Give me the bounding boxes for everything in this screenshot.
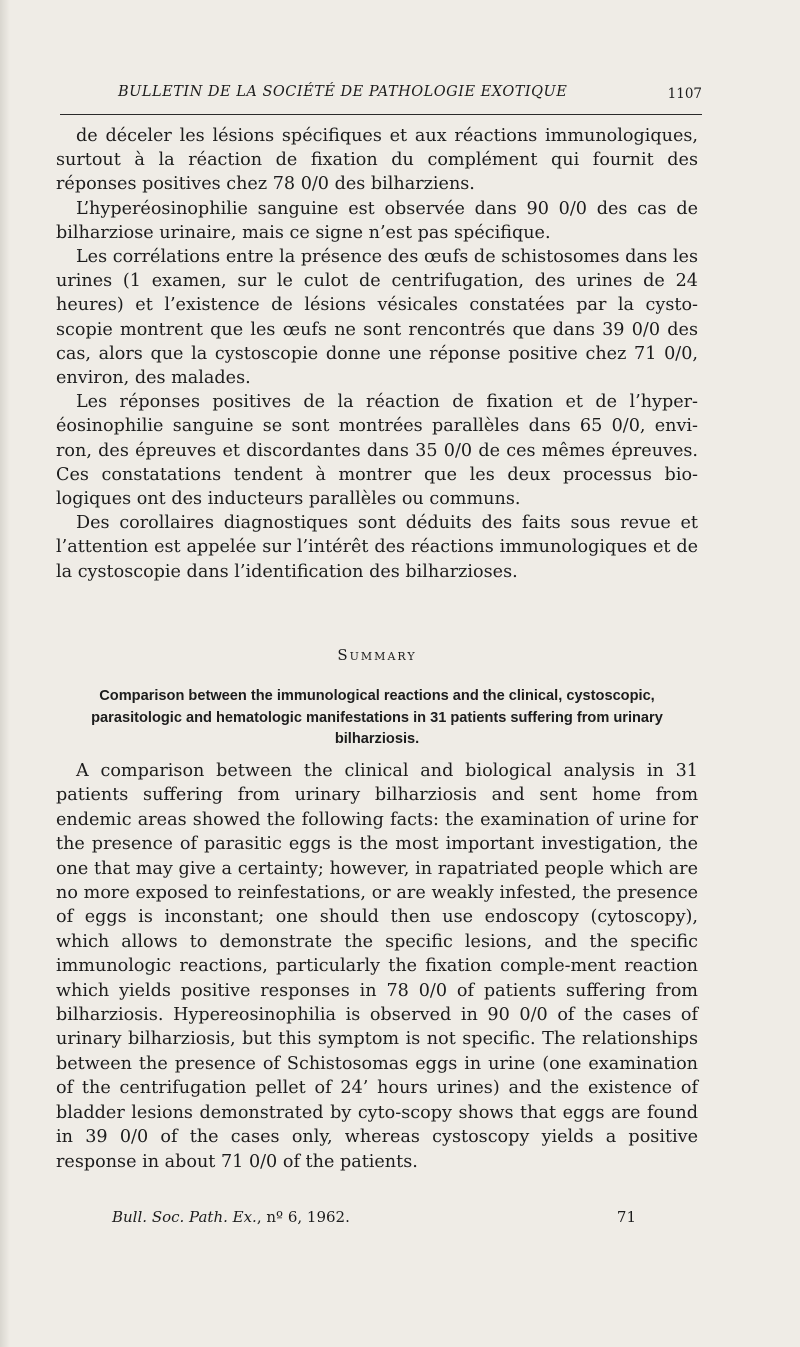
summary-paragraph: A comparison between the clinical and biological analysis in 31 patients suffering from urinary bilharziosis and sent home from endemic areas showed the following facts: the examination of urine for the presence of parasitic eggs is the most important investigation, the one that may give a certainty; however, in rapatriated people which are no more exposed to reinfestations, or are weakly infested, the presence of eggs is inconstant; one should then use endoscopy (cytoscopy), which allows to demonstrate the specific lesions, and the specific immunologic reactions, particularly the fixation comple-ment reaction which yields positive responses in 78 0/0 of patients suffering from bilharziosis. Hypereosinophilia is observed in 90 0/0 of the cases of urinary bilharziosis, but this symptom is not specific. The relationships between the presence of Schistosomas eggs in urine (one examination of the centrifugation pellet of 24’ hours urines) and the existence of bladder lesions demonstrated by cyto-scopy shows that eggs are found in 39 0/0 of the cases only, whereas cystoscopy yields a positive response in about 71 0/0 of the patients. [56, 761, 698, 1172]
header-rule [60, 114, 702, 115]
journal-issue: , nº 6, 1962. [256, 1208, 350, 1226]
summary-title: Comparison between the immunological reactions and the clinical, cystoscopic, parasitologic and hematologic manifestations in 31 patients suffering from urinary bilharziosis. [91, 688, 663, 747]
paragraph: de déceler les lésions spécifiques et aux réactions immunologiques, surtout à la réaction de fixation du complément qui fournit des réponses positives chez 78 0/0 des bilharziens. [56, 126, 698, 195]
summary-heading: Summary [337, 646, 417, 664]
paragraph: Des corollaires diagnostiques sont déduits des faits sous revue et l’attention est appelée sur l’intérêt des réactions immunologiques et de la cystoscopie dans l’identification des bilharzioses. [56, 513, 698, 582]
paragraph: Les corrélations entre la présence des œufs de schistosomes dans les urines (1 examen, sur le culot de centrifugation, des urines de 24 heures) et l’existence de lésions vésicales constatées par la cysto-scopie montrent que les œufs ne sont rencontrés que dans 39 0/0 des cas, alors que la cystoscopie donne une réponse positive chez 71 0/0, environ, des malades. [56, 247, 698, 389]
paragraph: L’hyperéosinophilie sanguine est observée dans 90 0/0 des cas de bilharziose urinaire, mais ce signe n’est pas spécifique. [56, 198, 698, 243]
summary-body [56, 759, 698, 1174]
paragraph: Les réponses positives de la réaction de fixation et de l’hyper-éosinophilie sanguine se sont montrées parallèles dans 65 0/0, envi-ron, des épreuves et discordantes dans 35 0/0 de ces mêmes épreuves. Ces constatations tendent à montrer que les deux processus bio-logiques ont des inducteurs parallèles ou communs. [56, 392, 698, 510]
page-edge [0, 0, 10, 1347]
french-body [56, 124, 698, 584]
sheet-number: 71 [616, 1208, 636, 1226]
page-number: 1107 [667, 86, 702, 102]
journal-name: Bull. Soc. Path. Ex. [112, 1208, 257, 1226]
page-footer [112, 1208, 636, 1232]
journal-citation [112, 1208, 350, 1226]
running-title: BULLETIN DE LA SOCIÉTÉ DE PATHOLOGIE EXOTIQUE [118, 84, 568, 100]
page-header [60, 84, 702, 108]
